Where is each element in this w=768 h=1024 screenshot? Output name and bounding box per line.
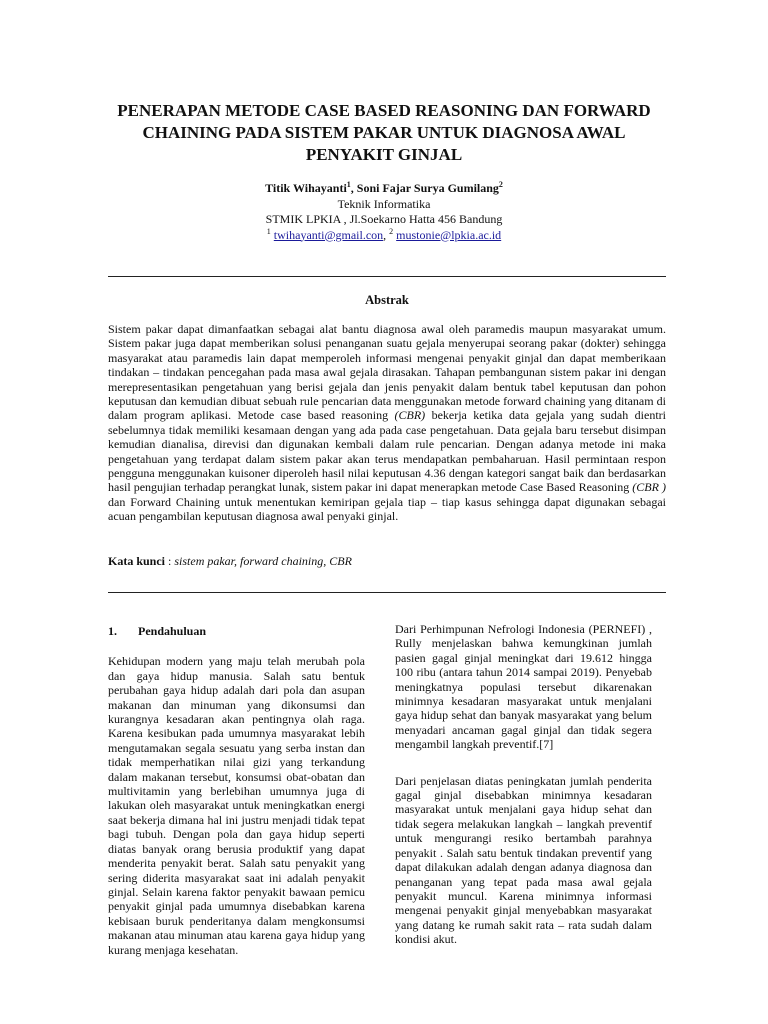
email-2-link[interactable]: mustonie@lpkia.ac.id xyxy=(396,227,502,242)
department: Teknik Informatika xyxy=(337,196,431,211)
right-column xyxy=(395,622,652,947)
keywords-value: sistem pakar, forward chaining, CBR xyxy=(174,554,352,568)
section-heading xyxy=(108,624,365,638)
abstract-part-3: dan Forward Chaining untuk menentukan kemiripan gejala tiap – tiap kasus sehingga dapat digunakan sebagai acuan pengambilan keputusan diagnosa awal penyaki ginjal. xyxy=(108,494,666,524)
author-2-affiliation-mark: 2 xyxy=(498,180,503,189)
bottom-divider xyxy=(108,592,666,593)
author-2: Soni Fajar Surya Gumilang xyxy=(356,181,499,195)
abstract-cbr-term-1: (CBR) xyxy=(394,408,426,423)
email-2-mark: 2 xyxy=(389,226,394,236)
author-separator: , xyxy=(350,181,357,195)
section-number: 1. xyxy=(108,624,117,638)
author-emails: $^1$ twihayanti@gmail.con, $^2$ mustonie@lpkia.ac.id xyxy=(266,226,502,242)
abstract-heading: Abstrak xyxy=(365,293,409,307)
keywords-label: Kata kunci xyxy=(108,554,166,568)
author-1: Titik Wihayanti xyxy=(265,181,347,195)
author-1-affiliation-mark: 1 xyxy=(346,180,351,189)
email-1-mark: 1 xyxy=(266,226,271,236)
keywords xyxy=(108,554,666,569)
abstract-part-2: bekerja ketika data gejala yang sudah dientri sebelumnya tidak memiliki kesamaan dengan yang ada pada case pengetahuan. Data gejala baru tersebut disimpan kemudian dianalisa, direvisi dan digunakan kembali dalam rule pencarian. Dengan adanya metode ini maka pengetahuan yang terdapat dalam sistem pakar akan terus mendapatkan pembaharuan. Hasil permintaan respon pengguna menggunakan kuisoner diperoleh hasil nilai keputusan 4.36 dengan kategori sangat baik dan berdasarkan hasil pengujian terhadap perangkat lunak, sistem pakar ini dapat menerapkan metode Case Based Reasoning xyxy=(108,408,666,495)
intro-paragraph-1: Kehidupan modern yang maju telah merubah pola dan gaya hidup manusia. Salah satu bentuk perubahan gaya hidup adalah dari pola dan asupan makanan dan minuman yang dikonsumsi dan kurangnya kesadaran akan pentingnya olah raga. Karena kesibukan pada umumnya masyarakat lebih mengutamakan segala sesuatu yang serba instan dan tidak memperhatikan nilai gizi yang terkandung dalam makanan tersebut, konsumsi obat-obatan dan multivitamin yang berlebihan umumnya juga di lakukan oleh masyarakat untuk meningkatkan energi saat bekerja dimana hal ini justru menjadi tidak tepat bagi tubuh. Dengan pola dan gaya hidup seperti diatas banyak orang berusia produktif yang dapat menderita penyakit berat. Salah satu penyakit yang sering diderita masyarakat saat ini adalah penyakit ginjal. Selain karena faktor penyakit bawaan pemicu penyakit ginjal pada umumnya disebabkan karena kebisaan buruk penderitanya dalam mengkonsumsi makanan atau minuman atau karena gaya hidup yang kurang menjaga kesehatan. xyxy=(108,654,365,957)
abstract-cbr-term-2: (CBR ) xyxy=(632,480,667,495)
email-1-link[interactable]: twihayanti@gmail.con xyxy=(273,227,384,242)
intro-paragraph-3: Dari penjelasan diatas peningkatan jumlah penderita gagal ginjal disebabkan minimnya kesadaran masyarakat untuk menjalani gaya hidup sehat dan tidak segera melakukan langkah – langkah preventif untuk mengurangi resiko bertambah parahnya penyakit . Salah satu bentuk tindakan preventif yang dapat dilakukan adalah dengan adanya diagnosa dan penanganan yang tepat pada masa awal gejala penyakit muncul. Karena minimnya informasi mengenai penyakit ginjal menyebabkan masyarakat yang datang ke rumah sakit rata – rata sudah dalam kondisi akut. xyxy=(395,773,652,947)
section-title: Pendahuluan xyxy=(138,624,207,638)
paper-title: PENERAPAN METODE CASE BASED REASONING DAN FORWARD CHAINING PADA SISTEM PAKAR UNTUK DIAGNOSA AWAL PENYAKIT GINJAL xyxy=(117,101,651,164)
institution: STMIK LPKIA , Jl.Soekarno Hatta 456 Bandung xyxy=(265,212,503,226)
author-names xyxy=(150,181,618,197)
keywords-separator: : xyxy=(165,554,175,568)
author-block xyxy=(150,181,618,243)
abstract-text xyxy=(108,322,666,524)
abstract-part-1: Sistem pakar dapat dimanfaatkan sebagai alat bantu diagnosa awal oleh paramedis maupun masyarakat umum. Sistem pakar juga dapat memberikan solusi penanganan suatu gejala menyerupai seorang pakar (dokter) sehingga masyarakat atau paramedis lain dapat memperoleh informasi mengenai penyakit ginjal dan dapat memberikaan tindakan – tindakan pencegahan pada masa awal gejala dirasakan. Tahapan pembangunan sistem pakar ini dengan merepresentasikan pengetahuan yang berisi gejala dan jenis penyakit dalam bentuk tabel keputusan dan pohon keputusan dan kemudian dibuat sebuah rule pencarian data menggunakan metode forward chaining yang ditanam di dalam program aplikasi. Metode case based reasoning xyxy=(108,322,666,423)
top-divider xyxy=(108,276,666,277)
left-column xyxy=(108,624,365,957)
intro-paragraph-2: Dari Perhimpunan Nefrologi Indonesia (PERNEFI) , Rully menjelaskan bahwa kemungkinan jumlah pasien gagal ginjal meningkat dari 19.612 hingga 100 ribu (antara tahun 2014 sampai 2019). Penyebab meningkatnya populasi tersebut dikarenakan minimnya kesadaran masyarakat untuk menjalani gaya hidup sehat dan banyak masyarakat yang belum menyadari ancaman gagal ginjal dan tidak segera mengambil langkah preventif.[7] xyxy=(395,622,652,752)
